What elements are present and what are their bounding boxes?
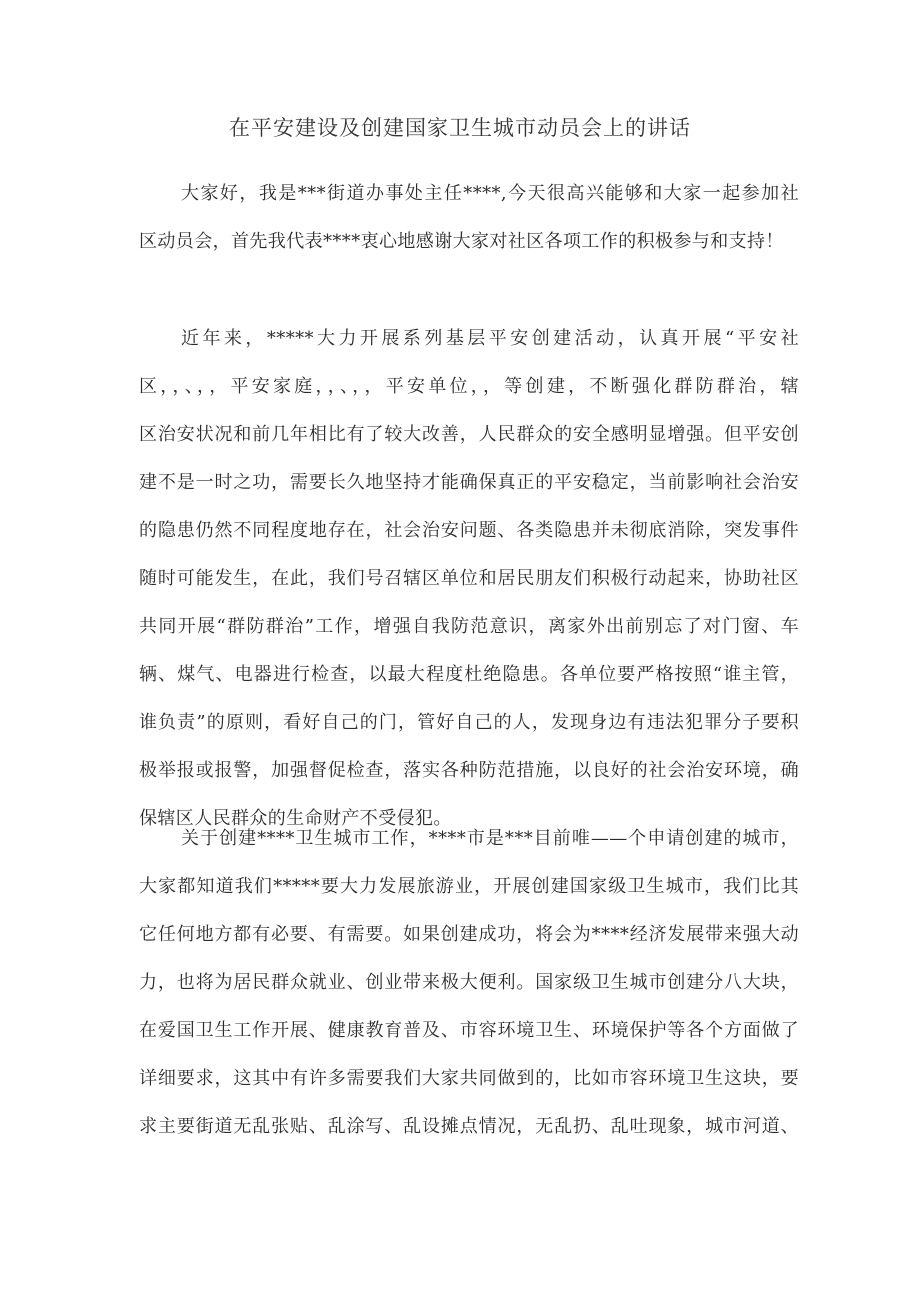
text-line: 关于创建****卫生城市工作，****市是***目前唯——个申请创建的城市， [181, 828, 799, 849]
text-line: 极举报或报警，加强督促检查，落实各种防范措施，以良好的社会治安环境，确 [139, 760, 799, 781]
text-line: 的隐患仍然不同程度地存在，社会治安问题、各类隐患并未彻底消除，突发事件 [139, 520, 799, 541]
text-line: 在爱国卫生工作开展、健康教育普及、市容环境卫生、环境保护等各个方面做了 [139, 1020, 799, 1041]
paragraph-safety-construction [139, 315, 799, 843]
text-line: 建不是一时之功，需要长久地坚持才能确保真正的平安稳定，当前影响社会治安 [139, 472, 799, 493]
text-line: 大家好，我是***街道办事处主任****,今天很高兴能够和大家一起参加社 [181, 183, 799, 204]
text-line: 随时可能发生，在此，我们号召辖区单位和居民朋友们积极行动起来，协助社区 [139, 568, 799, 589]
text-line: 它任何地方都有必要、有需要。如果创建成功，将会为****经济发展带来强大动 [139, 924, 799, 945]
text-line: 求主要街道无乱张贴、乱涂写、乱设摊点情况，无乱扔、乱吐现象，城市河道、 [139, 1116, 799, 1137]
text-line: 辆、煤气、电器进行检查，以最大程度杜绝隐患。各单位要严格按照“谁主管， [139, 664, 799, 685]
text-line: 详细要求，这其中有许多需要我们大家共同做到的，比如市容环境卫生这块，要 [139, 1068, 799, 1089]
text-line: 区动员会，首先我代表****衷心地感谢大家对社区各项工作的积极参与和支持！ [139, 231, 784, 252]
text-line: 共同开展“群防群治”工作，增强自我防范意识，离家外出前别忘了对门窗、车 [139, 616, 799, 637]
paragraph-greeting [139, 170, 799, 266]
paragraph-sanitary-city [139, 815, 799, 1151]
text-line: 区治安状况和前几年相比有了较大改善，人民群众的安全感明显增强。但平安创 [139, 424, 799, 445]
text-line: 区，，、，，平安家庭，，、，，平安单位，，等创建，不断强化群防群治，辖 [139, 376, 799, 397]
text-line: 大家都知道我们*****要大力发展旅游业，开展创建国家级卫生城市，我们比其 [139, 876, 799, 897]
text-line: 力，也将为居民群众就业、创业带来极大便利。国家级卫生城市创建分八大块， [139, 972, 799, 993]
document-title: 在平安建设及创建国家卫生城市动员会上的讲话 [229, 116, 691, 140]
text-line: 近年来，*****大力开展系列基层平安创建活动，认真开展“平安社 [181, 328, 799, 349]
text-line: 保辖区人民群众的生命财产不受侵犯。 [139, 808, 452, 829]
text-line: 谁负责”的原则，看好自己的门，管好自己的人，发现身边有违法犯罪分子要积 [139, 712, 799, 733]
